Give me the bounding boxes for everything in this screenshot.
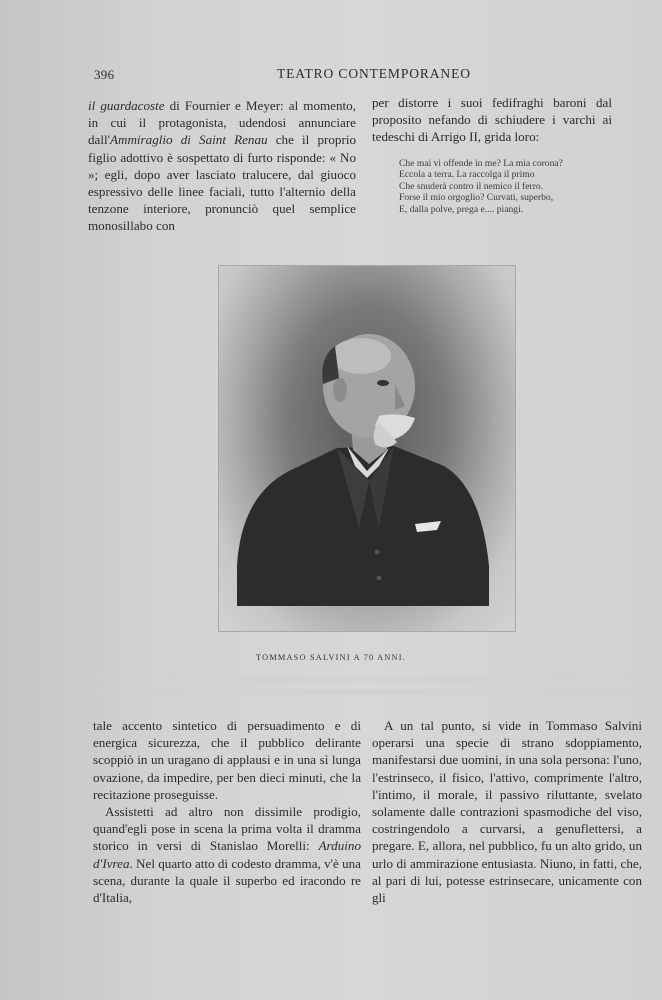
verse-line: Eccola a terra. La raccolga il primo: [399, 169, 535, 181]
page-header: [0, 67, 662, 83]
page-number: 396: [94, 67, 115, 82]
italic-title: Arduino d'Ivrea: [93, 838, 361, 871]
paragraph: tale accento sintetico di persuadimento e di energica sicurezza, che il pubblico delirante scoppiò in un uragano di applausi e in una sì lunga ovazione, da impedire, per ben dieci minuti, che la recitazione proseguisse.: [93, 718, 361, 802]
text-run: . Nel quarto atto di codesto dramma, v'è una scena, durante la quale il superbo ed iracondo re d'Italia,: [93, 855, 361, 906]
bottom-left-column: [93, 717, 361, 906]
text-run: che il proprio figlio adottivo è sospettato di furto risponde: « No »; egli, dopo aver lasciato tralucere, dal giuoco espressivo delle linee faciali, tutto l'alternio della tenzone interiore, pronunciò quel semplice monosillabo con: [88, 132, 356, 234]
bleed-through-line: [92, 676, 640, 682]
figure-caption: TOMMASO SALVINI A 70 ANNI.: [256, 653, 406, 662]
bleed-through-line: [92, 689, 640, 695]
verse-quote: [399, 158, 612, 216]
portrait-illustration: [219, 266, 515, 631]
running-title: TEATRO CONTEMPORANEO: [277, 66, 471, 81]
verse-line: Forse il mio orgoglio? Curvati, superbo,: [399, 192, 554, 204]
text-run: Assistetti ad altro non dissimile prodigio, quand'egli pose in scena la prima volta il dramma storico in versi di Stanislao Morelli:: [93, 804, 361, 854]
verse-line: Che mai vi offende in me? La mia corona?: [399, 157, 563, 169]
paragraph: per distorre i suoi fedifraghi baroni dal proposito nefando di schiudere i varchi ai tedeschi di Arrigo II, grida loro:: [372, 95, 612, 145]
verse-line: E, dalla polve, prega e.... piangi.: [399, 203, 524, 215]
paragraph: [88, 97, 356, 235]
bottom-right-column: [372, 717, 642, 906]
paragraph: [93, 803, 361, 906]
italic-title: il guardacoste: [88, 98, 165, 113]
italic-title: Ammiraglio di Saint Renau: [110, 132, 268, 148]
top-left-column: [88, 97, 356, 235]
paragraph: A un tal punto, si vide in Tommaso Salvini operarsi una specie di strano sdoppiamento, manifestarsi due uomini, in una sola persona: l'uno, l'estrinseco, il fisico, l'attivo, comprimente l'altro, l'intimo, il morale, il passivo riluttante, svelato solamente dalle contrazioni spasmodiche del viso, costringendolo a curvarsi, a genuflettersi, a pregare. E, allora, nel pubblico, fu un alto grido, un urlo di ammirazione entusiasta. Niuno, in fatti, che, al pari di lui, potesse estrinsecare, unicamente con gli: [372, 718, 642, 906]
text-run: di Fournier e Meyer: al momento, in cui il protagonista, udendosi annunciare dall': [88, 98, 356, 148]
top-right-column: [372, 94, 612, 215]
portrait-photo: [218, 265, 516, 632]
verse-line: Che snuderà contro il nemico il ferro.: [399, 180, 544, 192]
